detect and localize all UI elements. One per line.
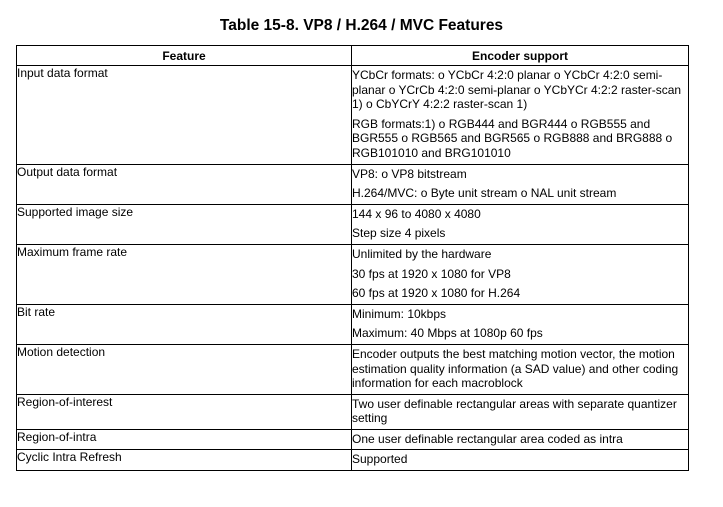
header-row (17, 46, 689, 66)
table-row (17, 204, 689, 244)
support-text: Encoder outputs the best matching motion vector, the motion estimation quality information (a SAD value) and other coding information for each macroblock (352, 346, 679, 391)
support-text: Two user definable rectangular areas with separate quantizer setting (352, 396, 677, 426)
feature-cell: Motion detection (17, 344, 352, 394)
support-cell (352, 344, 689, 394)
feature-cell: Output data format (17, 164, 352, 204)
features-table (16, 45, 689, 471)
header-encoder-support: Encoder support (352, 46, 689, 66)
feature-cell: Region-of-intra (17, 429, 352, 450)
table-row (17, 164, 689, 204)
support-text: 60 fps at 1920 x 1080 for H.264 (352, 286, 521, 301)
feature-cell: Maximum frame rate (17, 244, 352, 304)
table-row (17, 244, 689, 304)
feature-cell: Supported image size (17, 204, 352, 244)
support-cell (352, 164, 689, 204)
support-cell (352, 304, 689, 344)
support-text: H.264/MVC: o Byte unit stream o NAL unit stream (352, 186, 617, 201)
support-text: Minimum: 10kbps (352, 306, 447, 321)
table-row (17, 344, 689, 394)
table-row (17, 450, 689, 471)
support-text: Step size 4 pixels (352, 226, 446, 241)
table-caption: Table 15-8. VP8 / H.264 / MVC Features (219, 17, 504, 34)
support-text: YCbCr formats: o YCbCr 4:2:0 planar o YCbCr 4:2:0 semi-planar o YCrCb 4:2:0 semi-planar o YCbYCr 4:2:2 raster-scan 1) o CbYCrY 4:2:2 raster-scan 1) (352, 68, 682, 112)
support-cell (352, 450, 689, 471)
support-text: Maximum: 40 Mbps at 1080p 60 fps (352, 326, 543, 341)
feature-cell: Cyclic Intra Refresh (17, 450, 352, 471)
support-cell (352, 394, 689, 429)
support-cell (352, 204, 689, 244)
support-text: One user definable rectangular area coded as intra (352, 431, 623, 446)
support-text: Unlimited by the hardware (352, 246, 492, 261)
support-cell (352, 244, 689, 304)
table-row (17, 66, 689, 165)
support-text: 144 x 96 to 4080 x 4080 (352, 206, 481, 221)
table-row (17, 394, 689, 429)
support-text: Supported (352, 452, 408, 467)
support-cell (352, 429, 689, 450)
table-row (17, 429, 689, 450)
feature-cell: Input data format (17, 66, 352, 165)
support-cell (352, 66, 689, 165)
support-text: 30 fps at 1920 x 1080 for VP8 (352, 266, 511, 281)
table-row (17, 304, 689, 344)
support-text: VP8: o VP8 bitstream (352, 166, 467, 181)
feature-cell: Bit rate (17, 304, 352, 344)
support-text: RGB formats:1) o RGB444 and BGR444 o RGB555 and BGR555 o RGB565 and BGR565 o RGB888 and BRG888 o RGB101010 and BRG101010 (352, 116, 673, 160)
feature-cell: Region-of-interest (17, 394, 352, 429)
header-feature: Feature (17, 46, 352, 66)
